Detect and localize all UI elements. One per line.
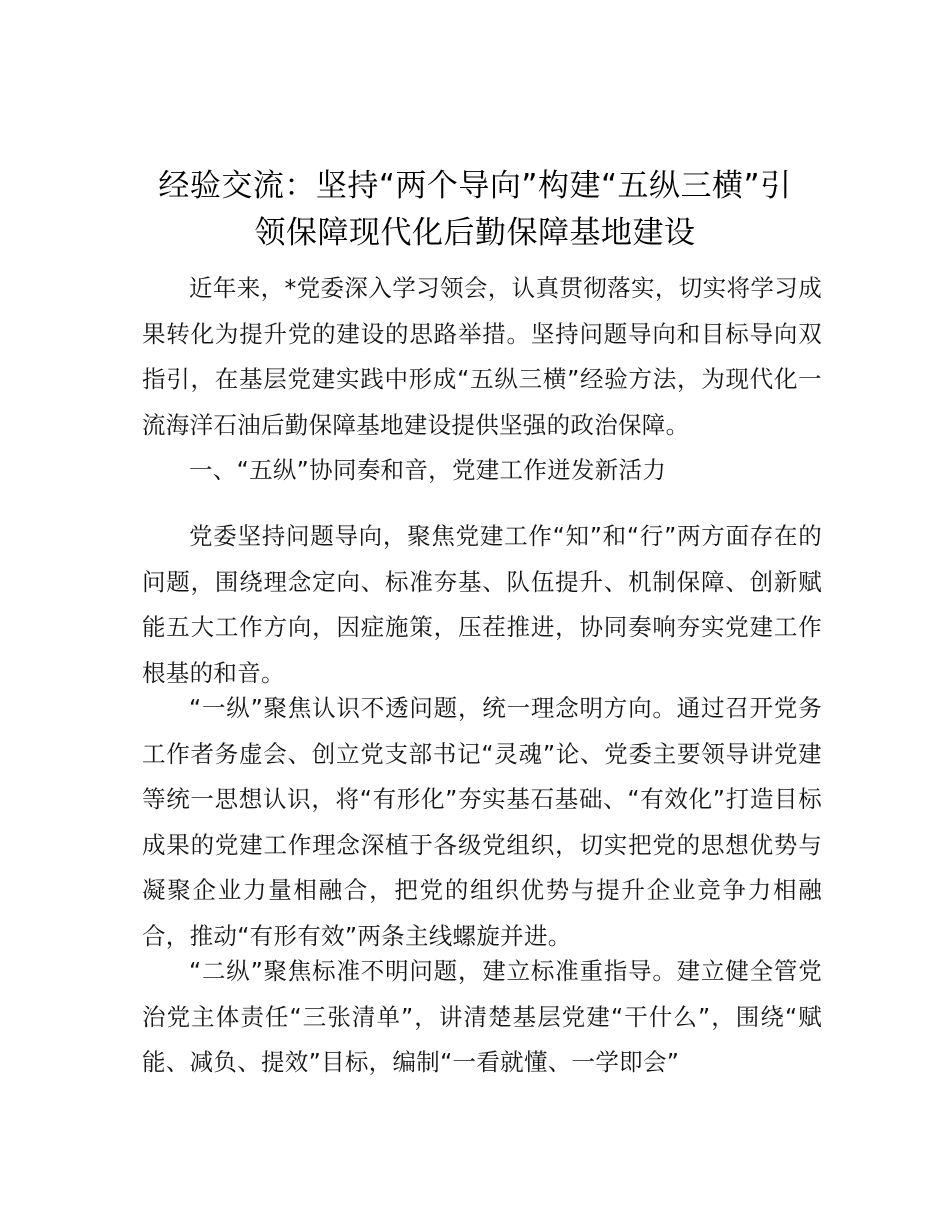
paragraph-first-vertical: “一纵”聚焦认识不透问题，统一理念明方向。通过召开党务工作者务虚会、创立党支部书记“灵魂”论、党委主要领导讲党建等统一思想认识，将“有形化”夯实基石基础、“有效化”打造目标成果的党建工作理念深植于各级党组织，切实把党的思想优势与凝聚企业力量相融合，把党的组织优势与提升企业竞争力相融合，推动“有形有效”两条主线螺旋并进。 — [142, 694, 822, 950]
document-title-line-1: 经验交流：坚持“两个导向”构建“五纵三横”引 — [158, 168, 792, 204]
document-title-line-2: 领保障现代化后勤保障基地建设 — [254, 215, 696, 251]
paragraph-second-vertical: “二纵”聚焦标准不明问题，建立标准重指导。建立健全管党治党主体责任“三张清单”，讲清楚基层党建“干什么”，围绕“赋能、减负、提效”目标，编制“一看就懂、一学即会” — [142, 957, 822, 1076]
paragraph-intro: 近年来，*党委深入学习领会，认真贯彻落实，切实将学习成果转化为提升党的建设的思路举措。坚持问题导向和目标导向双指引，在基层党建实践中形成“五纵三横”经验方法，为现代化一流海洋石油后勤保障基地建设提供坚强的政治保障。 — [142, 274, 822, 439]
section-heading-1: 一、“五纵”协同奏和音，党建工作迸发新活力 — [189, 456, 667, 484]
paragraph-section-1-intro: 党委坚持问题导向，聚焦党建工作“知”和“行”两方面存在的问题，围绕理念定向、标准夯基、队伍提升、机制保障、创新赋能五大工作方向，因症施策，压茬推进，协同奏响夯实党建工作根基的和音。 — [142, 522, 822, 687]
